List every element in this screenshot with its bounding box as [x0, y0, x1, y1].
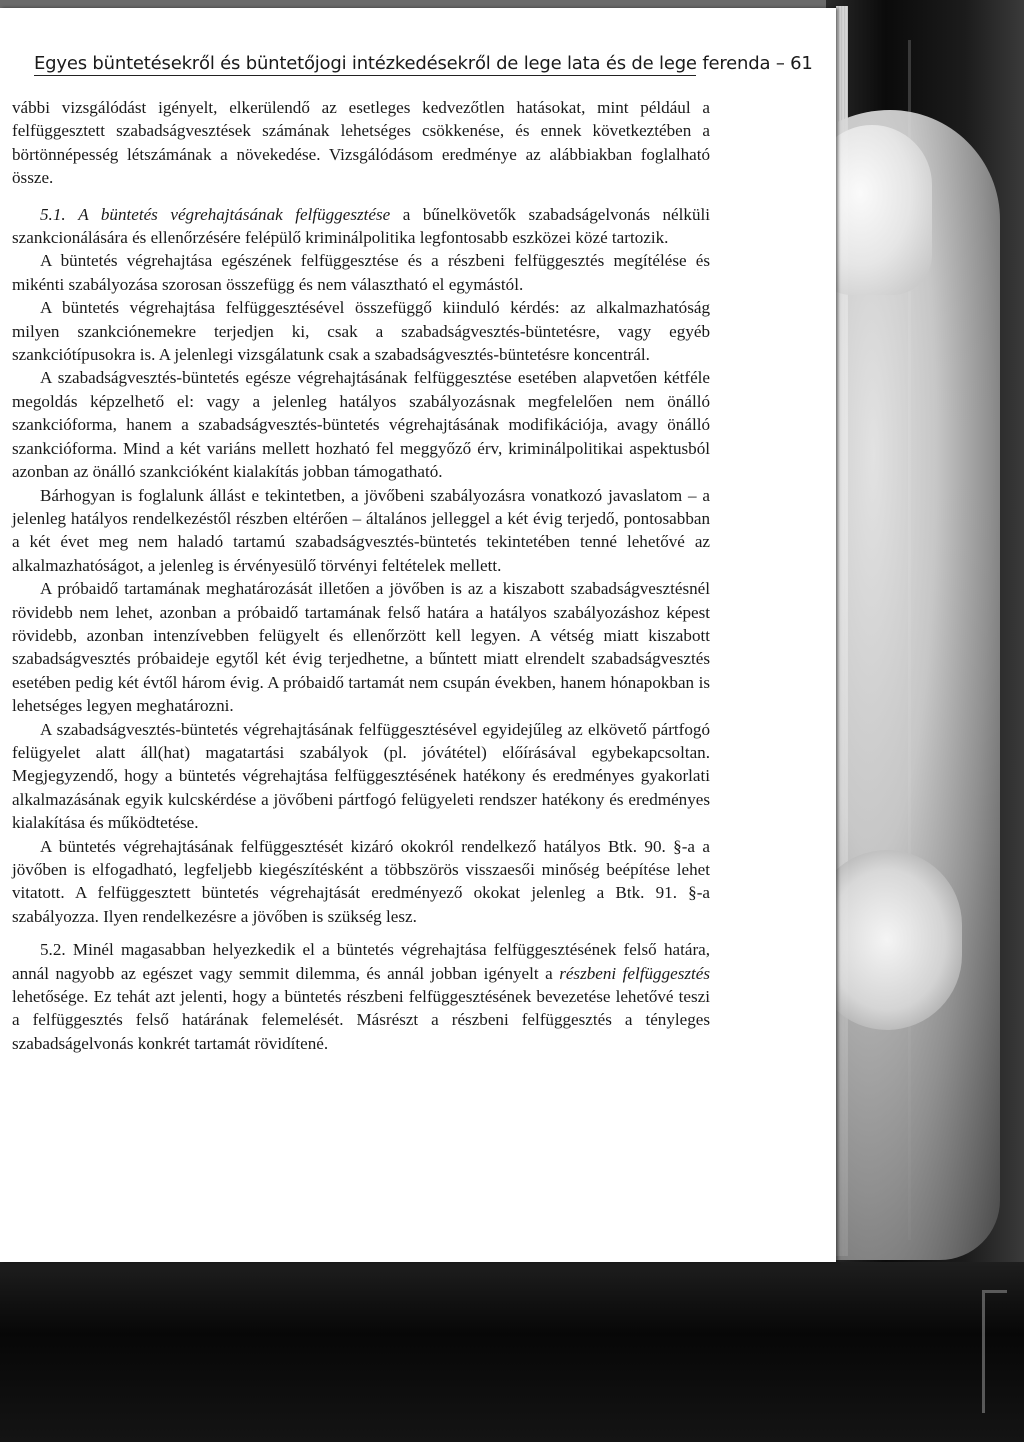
section-title: A büntetés végrehajtásának felfüggesztése — [78, 204, 391, 224]
section-5-1-paragraph — [12, 203, 710, 250]
section-5-2-paragraph — [12, 938, 710, 1055]
book-page — [0, 8, 836, 1262]
running-header — [34, 53, 813, 76]
paragraph-6: A próbaidő tartamának meghatározását illetően a jövőben is az a kiszabott szabadságvesztésnél rövidebb nem lehet, azonban a próbaidő tartamának felső határa a hatályos szabályozáshoz képest rövidebb, azonban intenzívebben felügyelt és ellenőrzött kell legyen. A vétség miatt kiszabott szabadságvesztés próbaideje egytől két évig terjedhetne, a bűntett miatt elrendelt szabadságvesztés esetében pedig két évtől három évig. A próbaidő tartamát nem csupán években, hanem hónapokban is lehetséges legyen meghatározni. — [12, 579, 710, 716]
paragraph-2: A büntetés végrehajtása egészének felfüggesztése és a részbeni felfüggesztés megítélése és mikénti szabályozása szorosan összefügg és nem választható el egymástól. — [12, 251, 710, 294]
section-5-1-text: a bűnelkövetők szabadságelvonás nélküli szankcionálására és ellenőrzésére felépülő kriminálpolitika legfontosabb eszközei közé tartozik. — [12, 204, 710, 248]
paragraph-7: A szabadságvesztés-büntetés végrehajtásának felfüggesztésével egyidejűleg az elkövető pártfogó felügyelet alatt áll(hat) magatartási szabályok (pl. jóvátétel) előírásával egybekapcsoltan. Megjegyzendő, hogy a büntetés végrehajtása felfüggesztésének hatékony és eredményes gyakorlati alkalmazásának egyik kulcskérdése a jövőbeni pártfogó felügyeleti rendszer hatékony és eredményes kialakítása és működtetése. — [12, 719, 710, 833]
section-5-2-text-a: 5.2. Minél magasabban helyezkedik el a büntetés végrehajtása felfüggesztésének felső határa, annál nagyobb az egészet vagy semmit dilemma, és annál jobban igényelt a — [12, 940, 710, 983]
paragraph-8: A büntetés végrehajtásának felfüggesztését kizáró okokról rendelkező hatályos Btk. 90. §-a a jövőben is elfogadható, legfeljebb kiegészítésként a többszörös visszaesői minőség beépítése lehet vitatott. A felfüggesztett büntetés végrehajtását eredményező okokat jelenleg a Btk. 91. §-a szabályozza. Ilyen rendelkezésre a jövőben is szükség lesz. — [12, 836, 710, 926]
paragraph-continued: vábbi vizsgálódást igényelt, elkerülendő az esetleges kedvezőtlen hatásokat, mint például a felfüggesztett szabadságvesztések számának lehetséges csökkenése, és ennek következtében a börtönnépesség létszámának a növekedése. Vizsgálódásom eredménye az alábbiakban foglalható össze. — [12, 98, 710, 188]
scan-background-bottom — [0, 1262, 1024, 1442]
paragraph-5: Bárhogyan is foglalunk állást e tekintetben, a jövőbeni szabályozásra vonatkozó javaslatom – a jelenleg hatályos rendelkezéstől részben eltérően – általános jelleggel a két évig terjedő, pontosabban a két évet meg nem haladó tartamú szabadságvesztés-büntetés tekintetében tenné lehetővé az alkalmazhatóságot, a jelenleg is érvényesülő törvényi feltételek mellett. — [12, 485, 710, 575]
running-title: Egyes büntetésekről és büntetőjogi intézkedésekről de lege lata és de lege ferenda — [34, 53, 771, 74]
header-separator: – — [775, 53, 785, 74]
book-corner-mark — [982, 1290, 1007, 1413]
paragraph-4: A szabadságvesztés-büntetés egésze végrehajtásának felfüggesztése esetében alapvetően kétféle megoldás képzelhető el: vagy a jelenleg hatályos szabályozásnak megfelelően nem önálló szankcióforma, hanem a szabadságvesztés-büntetés végrehajtásának modifikációja, avagy önálló szankcióforma. Mind a két variáns mellett hozható fel meggyőző érv, kriminálpolitikai aspektusból azonban az önálló szankcióként kialakítás jobban támogatható. — [12, 368, 710, 482]
paragraph-3: A büntetés végrehajtása felfüggesztésével összefüggő kiinduló kérdés: az alkalmazhatóság milyen szankciónemekre terjedjen ki, csak a szabadságvesztés-büntetésre, vagy egyéb szankciótípusokra is. A jelenlegi vizsgálatunk csak a szabadságvesztés-büntetésre koncentrál. — [12, 298, 710, 365]
section-number: 5.1. — [40, 204, 66, 224]
page-number: 61 — [790, 53, 813, 74]
page-body — [12, 96, 710, 1055]
section-5-2-text-b: lehetősége. Ez tehát azt jelenti, hogy a büntetés részbeni felfüggesztésének bevezetése lehetővé teszi a felfüggesztés felső határának felemelését. Másrészt a részbeni felfüggesztés a tényleges szabadságelvonás konkrét tartamát rövidítené. — [12, 987, 710, 1053]
section-5-2-italic-term: részbeni felfüggesztés — [559, 963, 710, 983]
